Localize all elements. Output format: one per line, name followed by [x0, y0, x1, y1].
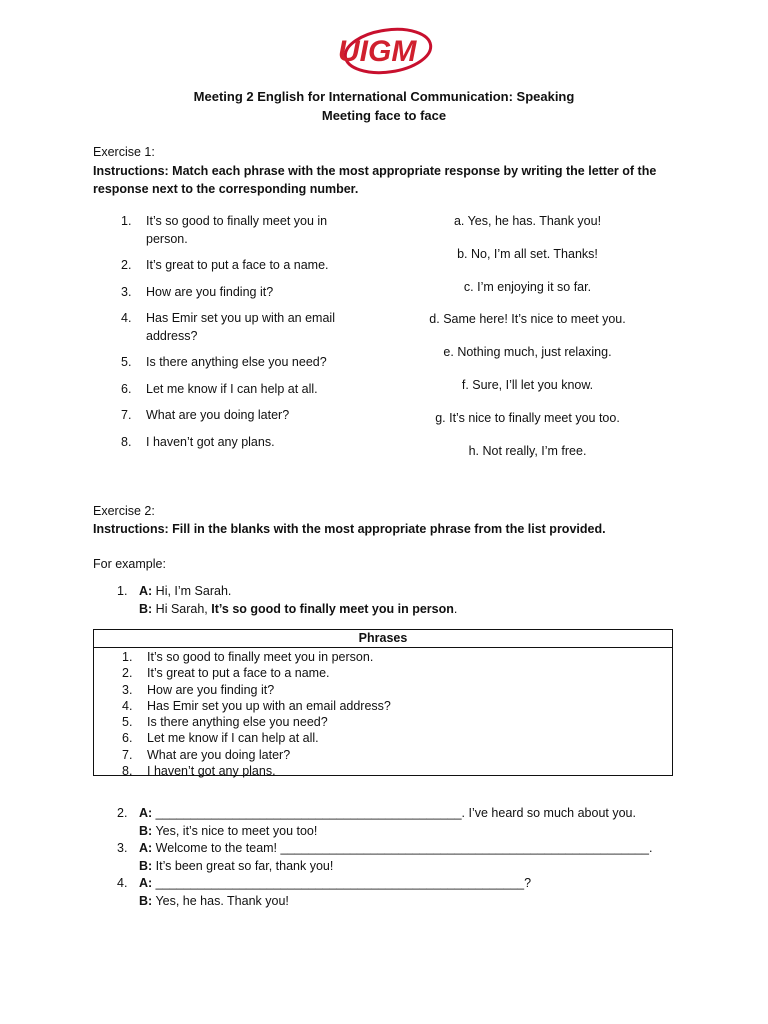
- dialog-list: [117, 805, 677, 910]
- dialog-line-b: B: Yes, he has. Thank you!: [139, 893, 289, 908]
- example-line-a: 1. A: Hi, I’m Sarah.: [117, 584, 232, 598]
- table-row: 1. It’s so good to finally meet you in person.: [122, 650, 374, 664]
- dialog-line-a: 4. A: _____________________________________________________?: [117, 876, 532, 890]
- list-item: 5. Is there anything else you need?: [121, 355, 327, 369]
- response-option: a. Yes, he has. Thank you!: [453, 214, 602, 228]
- table-row: 5. Is there anything else you need?: [122, 715, 328, 730]
- list-item: 6. Let me know if I can help at all.: [121, 381, 318, 396]
- response-option: d. Same here! It’s nice to meet you.: [429, 312, 626, 327]
- response-option: e. Nothing much, just relaxing.: [443, 345, 612, 360]
- dialog-line-a: 3. A: Welcome to the team! _____________________________________________________.: [117, 841, 653, 855]
- dialog-line-b: B: It’s been great so far, thank you!: [139, 858, 334, 873]
- table-row: 3. How are you finding it?: [122, 682, 275, 697]
- logo-text: UIGM: [338, 35, 417, 68]
- uigm-logo: [332, 26, 436, 78]
- list-item: 8. I haven’t got any plans.: [121, 434, 275, 449]
- list-item: 7. What are you doing later?: [121, 408, 290, 422]
- table-row: 7. What are you doing later?: [122, 747, 291, 762]
- document-title: Meeting 2 English for International Communication: Speaking: [193, 89, 575, 104]
- list-item: 3. How are you finding it?: [121, 284, 274, 299]
- table-row: 2. It’s great to put a face to a name.: [122, 666, 330, 681]
- response-option: f. Sure, I’ll let you know.: [461, 377, 594, 392]
- exercise1-instructions: Instructions: Match each phrase with the most appropriate response by writing the letter of the response next to the corresponding number.: [93, 164, 657, 196]
- list-item: 4. Has Emir set you up with an email address?: [121, 311, 335, 343]
- response-option: g. It’s nice to finally meet you too.: [435, 410, 620, 425]
- exercise1-response-list: [410, 213, 645, 475]
- exercise2-instructions: Instructions: Fill in the blanks with the most appropriate phrase from the list provided.: [93, 522, 606, 536]
- table-row: 4. Has Emir set you up with an email address?: [122, 698, 391, 713]
- list-item: 2. It’s great to put a face to a name.: [121, 258, 329, 272]
- exercise1-phrase-list: [121, 213, 361, 460]
- table-row: 6. Let me know if I can help at all.: [122, 731, 319, 746]
- document-subtitle: Meeting face to face: [321, 108, 447, 123]
- dialog-line-a: 2. A: ____________________________________________. I’ve heard so much about you.: [117, 806, 636, 820]
- phrases-table: [93, 629, 673, 779]
- response-option: b. No, I’m all set. Thanks!: [457, 246, 598, 261]
- example-line-b: B: Hi Sarah, It’s so good to finally meet you in person .: [139, 602, 458, 616]
- dialog-line-b: B: Yes, it’s nice to meet you too!: [139, 823, 318, 838]
- exercise2-heading: Exercise 2:: [93, 504, 155, 518]
- exercise1-heading: Exercise 1:: [93, 145, 155, 159]
- list-item: 1. It’s so good to finally meet you in person.: [121, 214, 328, 246]
- response-option: c. I’m enjoying it so far.: [463, 279, 592, 294]
- table-row: 8. I haven’t got any plans.: [122, 764, 276, 779]
- response-option: h. Not really, I’m free.: [468, 443, 587, 458]
- example-label: For example:: [93, 557, 166, 571]
- table-header: Phrases: [94, 630, 672, 648]
